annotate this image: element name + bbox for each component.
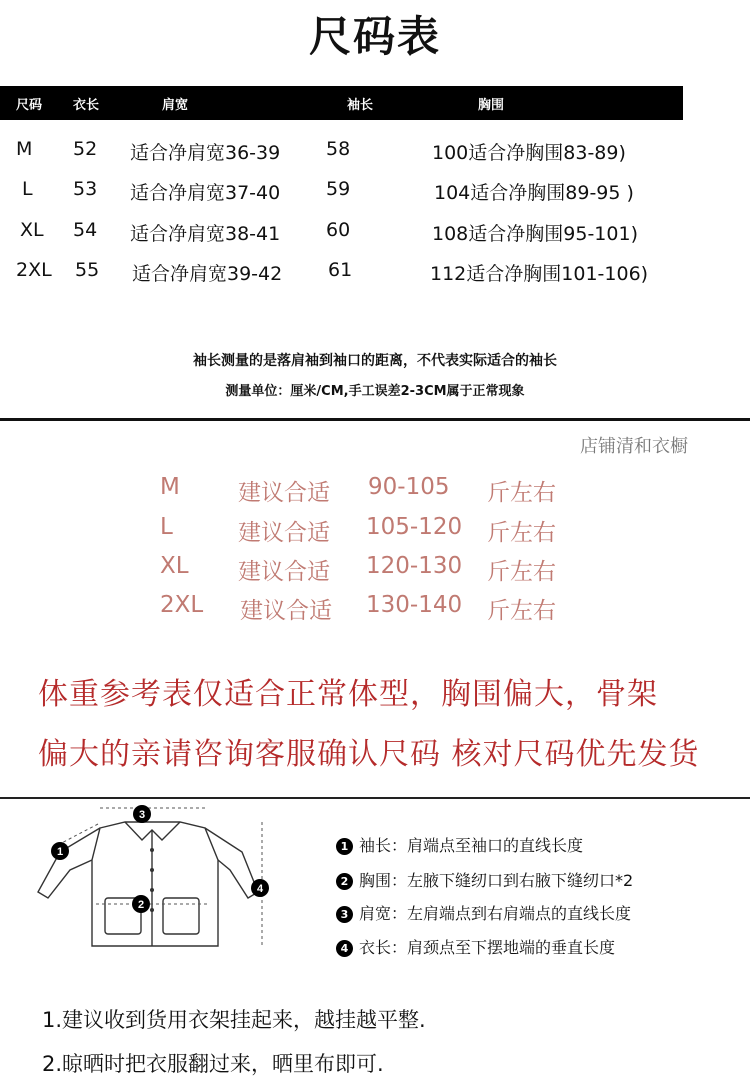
header-sleeve: 袖长: [347, 98, 374, 113]
shop-name: 店铺清和衣橱: [580, 436, 688, 457]
measurement-item: [336, 901, 631, 924]
row-shoulder: 适合净肩宽39-42: [132, 263, 283, 285]
weight-row: [0, 553, 750, 583]
measurement-text: 衣长：肩颈点至下摆地端的垂直长度: [359, 938, 616, 957]
row-length: 52: [73, 138, 98, 160]
table-row: [0, 138, 750, 164]
size-table-header: [0, 86, 683, 120]
weight-row: [0, 592, 750, 622]
row-chest: 104适合净胸围89-95 ): [434, 182, 634, 204]
row-chest: 112适合净胸围101-106): [430, 263, 649, 285]
measurement-item: [336, 868, 633, 891]
weight-size: M: [160, 474, 180, 500]
weight-range: 90-105: [368, 474, 450, 500]
page-title: 尺码表: [308, 12, 441, 61]
measurement-item: [336, 833, 583, 856]
weight-size: L: [160, 514, 173, 540]
sleeve-note: 袖长测量的是落肩袖到袖口的距离，不代表实际适合的袖长: [193, 353, 557, 369]
right-pocket: [163, 898, 199, 934]
row-sleeve: 59: [326, 178, 351, 200]
row-length: 55: [75, 259, 100, 281]
row-shoulder: 适合净肩宽37-40: [130, 182, 281, 204]
weight-suggest: 建议合适: [238, 520, 330, 546]
marker-3-label: 3: [138, 809, 146, 821]
left-sleeve: [38, 828, 100, 898]
measurement-text: 胸围：左腋下缝纫口到右腋下缝纫口*2: [359, 871, 634, 890]
weight-size: 2XL: [160, 592, 204, 618]
header-shoulder: 肩宽: [162, 98, 189, 113]
number-badge: 2: [336, 873, 353, 890]
section-divider: [0, 797, 750, 799]
care-tip-2: 2.晾晒时把衣服翻过来，晒里布即可.: [42, 1052, 384, 1076]
measurement-text: 肩宽：左肩端点到右肩端点的直线长度: [359, 904, 632, 923]
table-row: [0, 219, 750, 245]
weight-suggest: 建议合适: [238, 480, 330, 506]
warning-line-2: 偏大的亲请咨询客服确认尺码 核对尺码优先发货: [38, 737, 700, 772]
warning-line-1: 体重参考表仅适合正常体型，胸围偏大，骨架: [38, 677, 658, 712]
row-shoulder: 适合净肩宽38-41: [130, 223, 281, 245]
unit-note: 测量单位：厘米/CM,手工误差2-3CM属于正常现象: [225, 384, 525, 399]
row-chest: 108适合净胸围95-101): [432, 223, 638, 245]
header-length: 衣长: [73, 98, 100, 113]
marker-4-label: 4: [256, 883, 264, 895]
measurement-item: [336, 935, 615, 958]
weight-unit: 斤左右: [487, 559, 556, 585]
weight-row: [0, 474, 750, 504]
weight-range: 105-120: [366, 514, 463, 540]
row-length: 54: [73, 219, 98, 241]
header-chest: 胸围: [478, 98, 505, 113]
weight-size: XL: [160, 553, 189, 579]
row-size: L: [22, 178, 33, 200]
jacket-diagram: [30, 800, 280, 965]
care-tip-1: 1.建议收到货用衣架挂起来，越挂越平整.: [42, 1008, 426, 1032]
table-row: [0, 178, 750, 204]
weight-suggest: 建议合适: [238, 559, 330, 585]
weight-unit: 斤左右: [487, 480, 556, 506]
header-size: 尺码: [16, 98, 43, 113]
row-size: 2XL: [16, 259, 52, 281]
measurement-text: 袖长：肩端点至袖口的直线长度: [359, 836, 584, 855]
number-badge: 1: [336, 838, 353, 855]
diagram-markers: [51, 805, 269, 913]
weight-unit: 斤左右: [487, 598, 556, 624]
row-chest: 100适合净胸围83-89): [432, 142, 626, 164]
row-size: M: [16, 138, 33, 160]
marker-2-label: 2: [137, 899, 145, 911]
row-length: 53: [73, 178, 98, 200]
row-size: XL: [20, 219, 44, 241]
weight-suggest: 建议合适: [240, 598, 332, 624]
row-sleeve: 61: [328, 259, 353, 281]
weight-unit: 斤左右: [487, 520, 556, 546]
marker-1-label: 1: [56, 846, 64, 858]
row-sleeve: 60: [326, 219, 351, 241]
row-sleeve: 58: [326, 138, 351, 160]
row-shoulder: 适合净肩宽36-39: [130, 142, 281, 164]
right-sleeve: [205, 828, 258, 898]
weight-row: [0, 514, 750, 544]
table-row: [0, 259, 750, 285]
section-divider: [0, 418, 750, 421]
number-badge: 4: [336, 940, 353, 957]
weight-range: 130-140: [366, 592, 463, 618]
number-badge: 3: [336, 906, 353, 923]
weight-range: 120-130: [366, 553, 463, 579]
